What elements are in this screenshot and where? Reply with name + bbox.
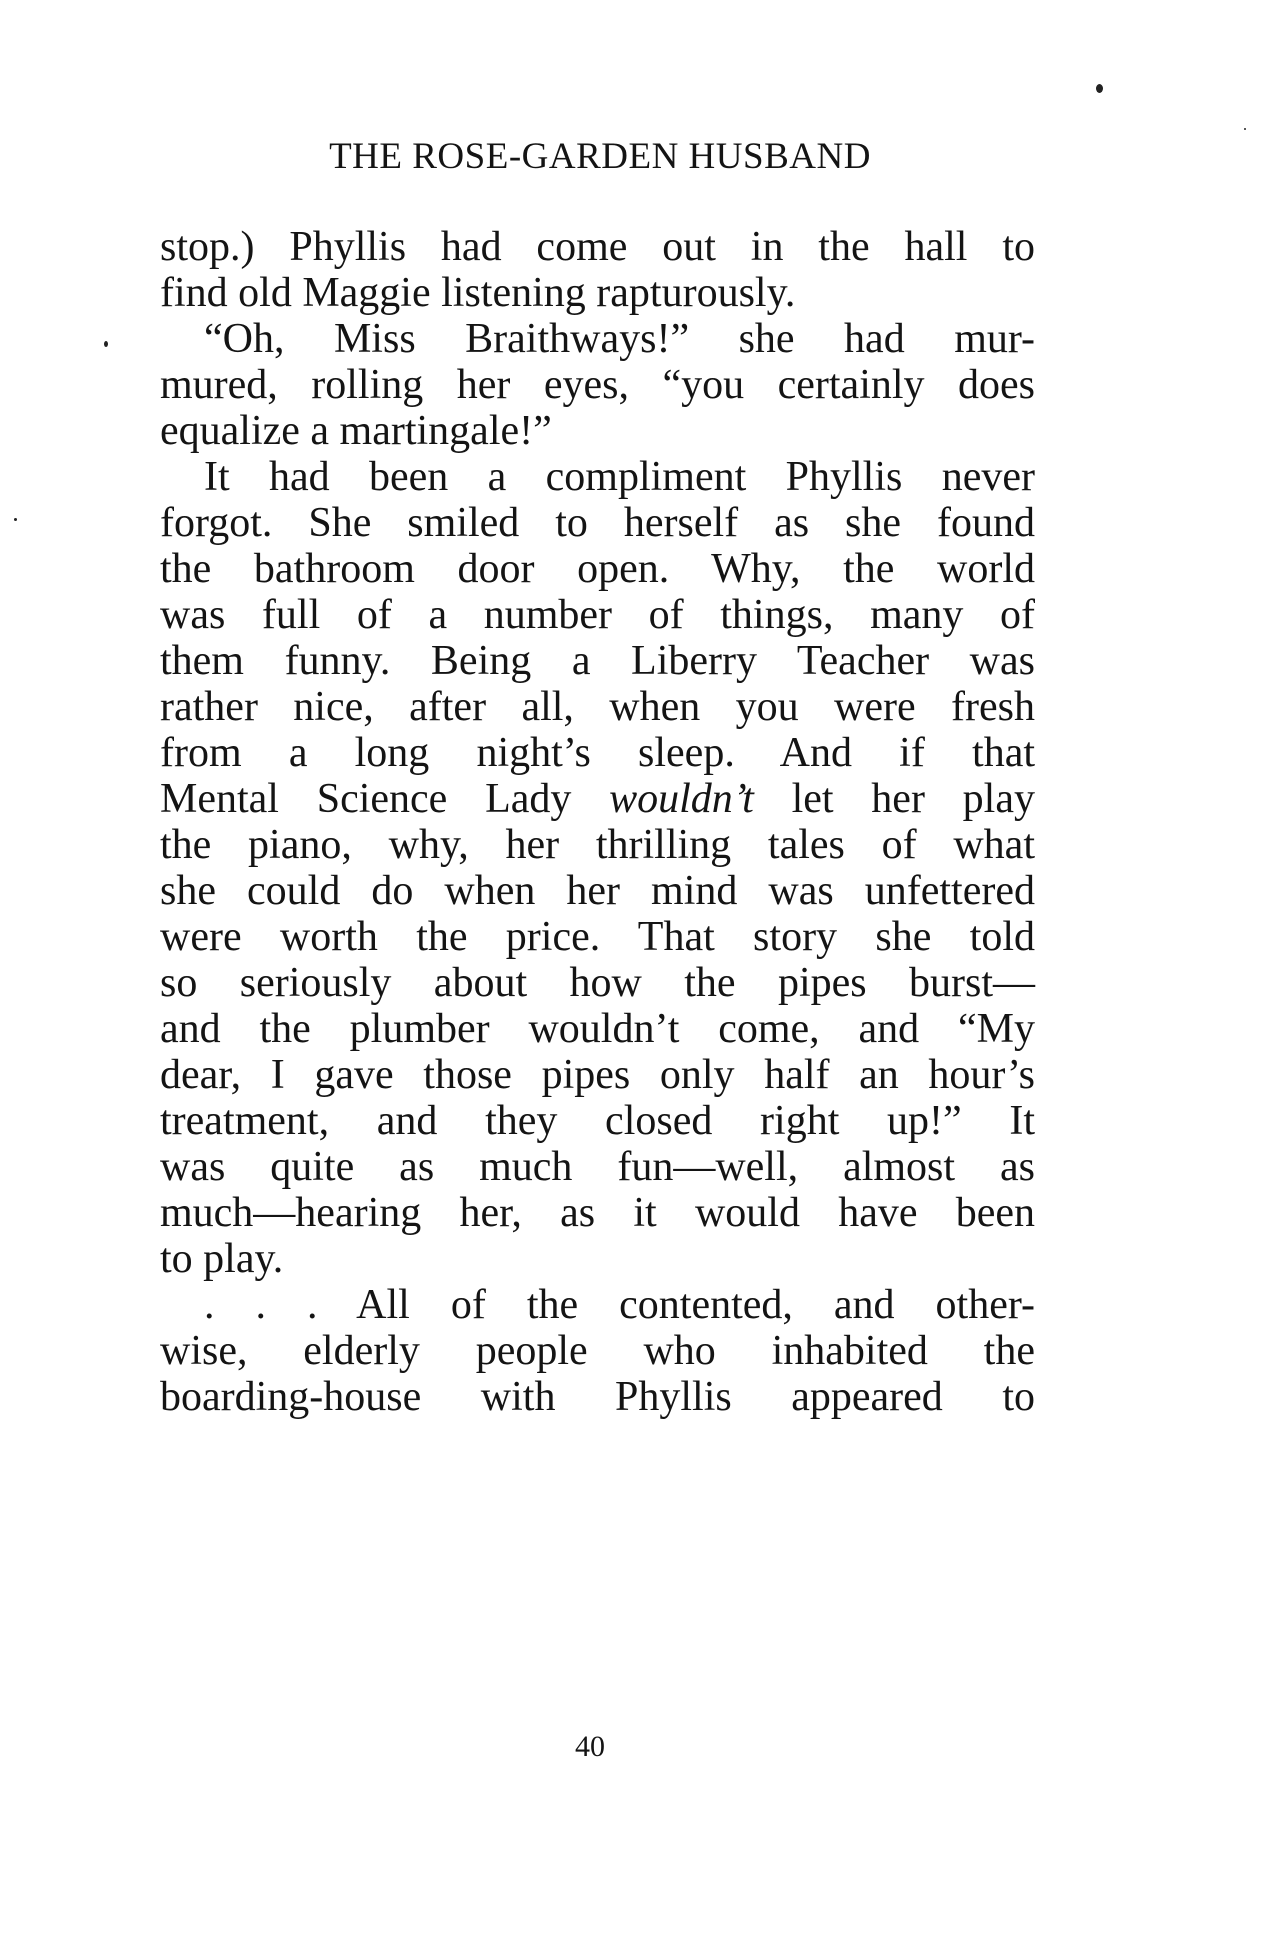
text-line: boarding-house with Phyllis appeared to xyxy=(160,1374,1035,1420)
text-line: wise, elderly people who inhabited the xyxy=(160,1328,1035,1374)
italic-word: wouldn’t xyxy=(609,776,754,822)
text-line: treatment, and they closed right up!” It xyxy=(160,1098,1035,1144)
text-line: to play. xyxy=(160,1236,284,1282)
text-line: forgot. She smiled to herself as she found xyxy=(160,500,1035,546)
scan-speck xyxy=(104,341,108,347)
text-line: It had been a compliment Phyllis never xyxy=(204,454,1035,500)
page-number: 40 xyxy=(575,1730,605,1763)
text-line: rather nice, after all, when you were fresh xyxy=(160,684,1035,730)
text-line: was quite as much fun—well, almost as xyxy=(160,1144,1035,1190)
text-line: she could do when her mind was unfettered xyxy=(160,868,1035,914)
text-line: much—hearing her, as it would have been xyxy=(160,1190,1035,1236)
text-line: mured, rolling her eyes, “you certainly does xyxy=(160,362,1035,408)
text-line: the bathroom door open. Why, the world xyxy=(160,546,1035,592)
scan-speck xyxy=(1244,128,1246,130)
running-head: THE ROSE-GARDEN HUSBAND xyxy=(329,136,871,177)
text-line: were worth the price. That story she told xyxy=(160,914,1035,960)
text-line xyxy=(160,778,1035,820)
text-run: let her play xyxy=(753,776,1035,822)
scan-speck xyxy=(14,518,17,521)
text-line: the piano, why, her thrilling tales of what xyxy=(160,822,1035,868)
text-run: Mental Science Lady xyxy=(160,776,610,822)
text-line: dear, I gave those pipes only half an hour’s xyxy=(160,1052,1035,1098)
text-line: them funny. Being a Liberry Teacher was xyxy=(160,638,1035,684)
text-line: and the plumber wouldn’t come, and “My xyxy=(160,1006,1035,1052)
text-line: find old Maggie listening rapturously. xyxy=(160,270,796,316)
scan-speck xyxy=(1096,84,1103,93)
text-line: was full of a number of things, many of xyxy=(160,592,1035,638)
text-line: stop.) Phyllis had come out in the hall to xyxy=(160,224,1035,270)
text-line: “Oh, Miss Braithways!” she had mur- xyxy=(204,316,1035,362)
text-line: so seriously about how the pipes burst— xyxy=(160,960,1035,1006)
text-line: equalize a martingale!” xyxy=(160,408,552,454)
text-line: . . . All of the contented, and other- xyxy=(204,1282,1035,1328)
text-line: from a long night’s sleep. And if that xyxy=(160,730,1035,776)
